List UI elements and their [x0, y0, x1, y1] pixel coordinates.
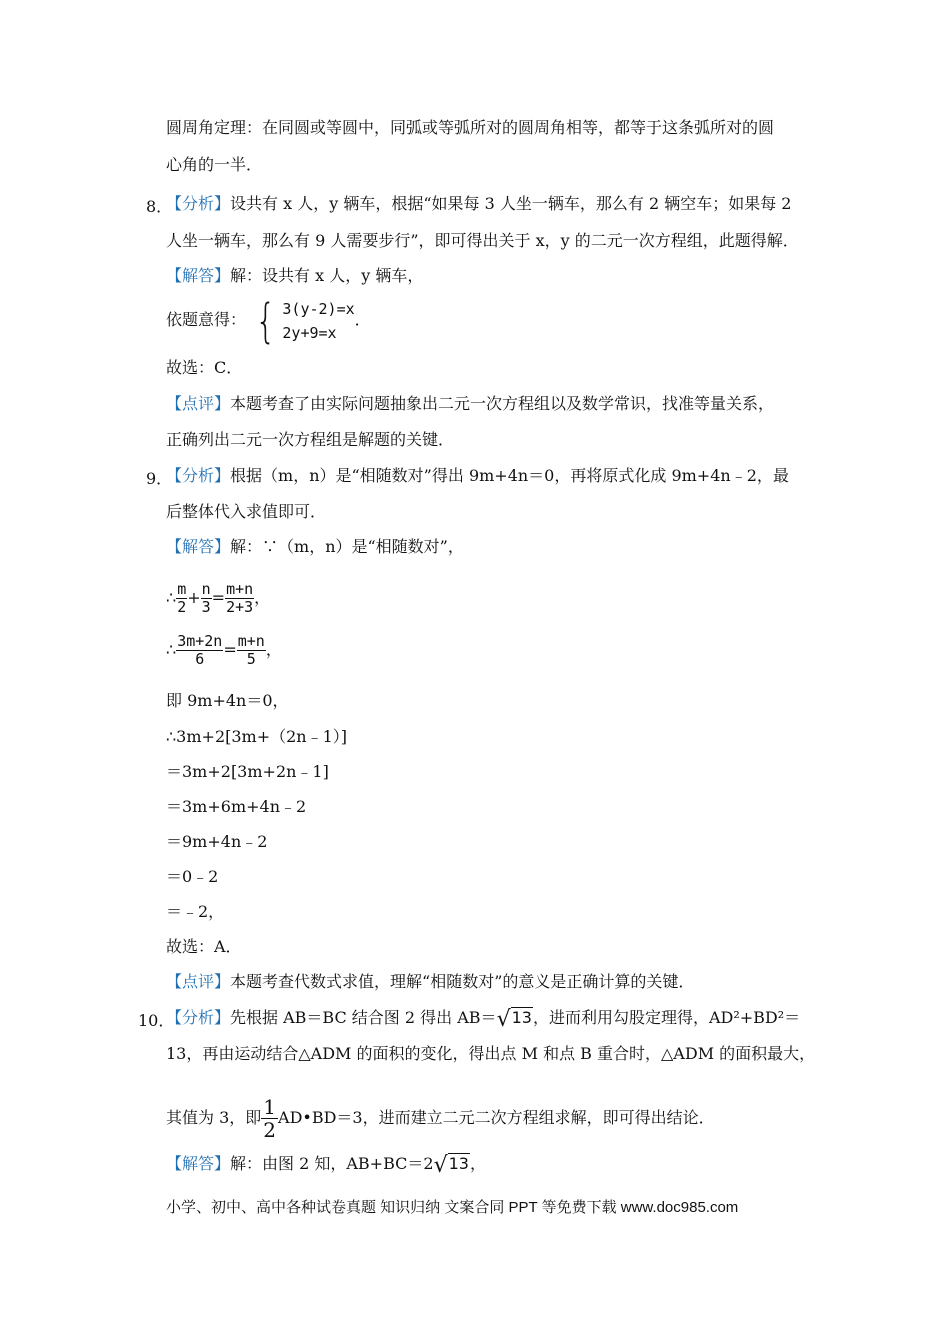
- q8-comment-text-1: 本题考查了由实际问题抽象出二元一次方程组以及数学常识，找准等量关系，: [230, 394, 775, 413]
- q9-answer-tag: 【解答】: [166, 537, 231, 556]
- q8-number: 8．: [146, 197, 173, 216]
- q10-analysis-line-2: 13，再由运动结合△ADM 的面积的变化，得出点 M 和点 B 重合时，△ADM 的面积最大，: [166, 1044, 816, 1063]
- q9-analysis-line-2: 后整体代入求值即可．: [166, 502, 327, 521]
- q8-choice: 故选：C．: [166, 358, 243, 377]
- q8-equation-2: 2y+9=x: [282, 323, 337, 342]
- q9-comment-line: [166, 972, 694, 992]
- q8-equation-1: 3(y-2)=x: [282, 299, 355, 318]
- q8-analysis-text-1: 设共有 x 人，y 辆车，根据“如果每 3 人坐一辆车，那么有 2 辆空车；如果每 2: [230, 194, 792, 213]
- q9-analysis-text-1: 根据（m，n）是“相随数对”得出 9m+4n＝0，再将原式化成 9m+4n﹣2，最: [230, 466, 789, 485]
- q8-system-suffix: ．: [354, 310, 371, 329]
- q9-fraction-line-1: ∴ $\frac{m}{2}$ + $\frac{n}{3}$ = $\frac{m+n}{2+3}$ ，: [166, 580, 271, 616]
- q8-comment-line-2: 正确列出二元一次方程组是解题的关键．: [166, 430, 455, 449]
- q8-equation-system-line: [166, 293, 371, 348]
- fraction: $\frac{m+n}{2+3}$: [226, 580, 254, 616]
- q10-number: 10．: [138, 1011, 175, 1030]
- therefore-symbol: ∴: [166, 588, 177, 607]
- q9-step-2: ∴3m+2[3m+（2n﹣1）]: [166, 727, 348, 746]
- q8-answer-text-1: 解：设共有 x 人，y 辆车，: [230, 266, 424, 285]
- fraction: $\frac{m}{2}$: [177, 580, 187, 616]
- q9-fraction-line-2: ∴ $\frac{3m+2n}{6}$ = $\frac{m+n}{5}$ ，: [166, 632, 282, 668]
- q8-answer-tag: 【解答】: [166, 266, 231, 285]
- q7-line-2: 心角的一半．: [166, 155, 263, 174]
- q9-answer-line-1: [166, 537, 464, 557]
- q10-analysis-line-3: 其值为 3，即 $\frac{1}{2}$ AD•BD＝3，进而建立二元二次方程组求解，即可得出结论．: [166, 1095, 715, 1142]
- fraction: $\frac{m+n}{5}$: [237, 632, 265, 668]
- fraction-one-half: $\frac{1}{2}$: [263, 1095, 277, 1142]
- sqrt-expression: √13: [496, 1007, 532, 1032]
- q8-answer-line-1: [166, 266, 423, 286]
- sqrt-expression: √13: [433, 1153, 469, 1178]
- q9-step-3: ＝3m+2[3m+2n﹣1]: [166, 762, 329, 781]
- page-footer: 小学、初中、高中各种试卷真题 知识归纳 文案合同 PPT 等免费下载 www.doc985.com: [166, 1199, 739, 1216]
- q8-analysis-tag: 【分析】: [166, 194, 231, 213]
- q9-step-1: 即 9m+4n＝0，: [166, 691, 289, 710]
- q8-comment-line-1: [166, 394, 774, 414]
- q8-analysis-line-2: 人坐一辆车，那么有 9 人需要步行”，即可得出关于 x，y 的二元一次方程组，此题得解．: [166, 231, 799, 250]
- q7-line-1: 圆周角定理：在同圆或等圆中，同弧或等弧所对的圆周角相等，都等于这条弧所对的圆: [166, 118, 775, 137]
- q10-analysis-line-1: 【分析】先根据 AB＝BC 结合图 2 得出 AB＝√13，进而利用勾股定理得，AD²+BD²＝: [166, 1007, 801, 1032]
- q9-analysis-tag: 【分析】: [166, 466, 231, 485]
- brace-icon: {: [255, 293, 276, 348]
- q8-comment-tag: 【点评】: [166, 394, 231, 413]
- q9-comment-tag: 【点评】: [166, 972, 231, 991]
- q9-step-5: ＝9m+4n﹣2: [166, 832, 268, 851]
- q8-equation-system: [251, 293, 355, 348]
- q9-step-4: ＝3m+6m+4n﹣2: [166, 797, 307, 816]
- q8-analysis-line-1: [166, 194, 792, 214]
- fraction: $\frac{3m+2n}{6}$: [177, 632, 223, 668]
- q10-answer-tag: 【解答】: [166, 1154, 231, 1173]
- q9-answer-text-1: 解：∵（m，n）是“相随数对”，: [230, 537, 464, 556]
- fraction: $\frac{n}{3}$: [201, 580, 211, 616]
- q8-system-prefix: 依题意得：: [166, 310, 247, 329]
- q9-step-6: ＝0﹣2: [166, 867, 219, 886]
- q9-choice: 故选：A．: [166, 937, 242, 956]
- q10-answer-line-1: 【解答】解：由图 2 知，AB+BC＝2√13，: [166, 1153, 486, 1178]
- q10-analysis-tag: 【分析】: [166, 1008, 231, 1027]
- q9-number: 9．: [146, 469, 173, 488]
- q9-step-7: ＝﹣2，: [166, 902, 225, 921]
- q9-analysis-line-1: [166, 466, 789, 486]
- q9-comment-text: 本题考查代数式求值，理解“相随数对”的意义是正确计算的关键．: [230, 972, 695, 991]
- therefore-symbol: ∴: [166, 640, 177, 659]
